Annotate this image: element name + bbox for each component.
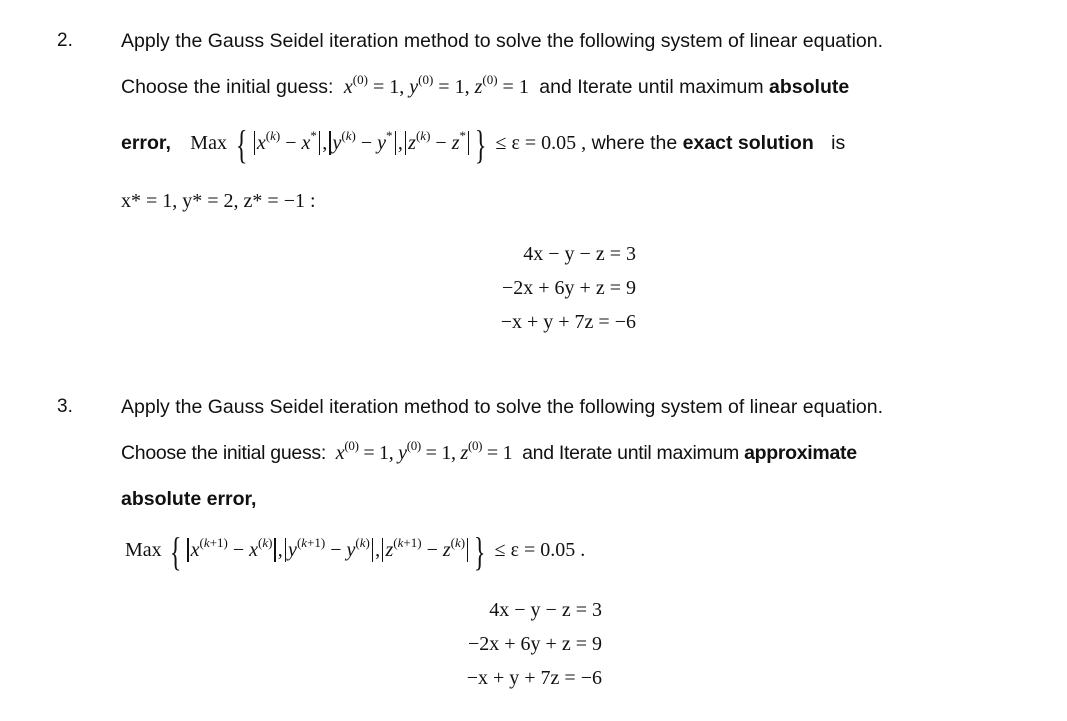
tolerance: ≤ ε = 0.05 , bbox=[495, 132, 587, 154]
equation-line: −2x + 6y + z = 9 bbox=[468, 633, 602, 655]
equation-system bbox=[436, 593, 602, 695]
problem-number: 2. bbox=[57, 30, 73, 51]
initial-guess-tail: and Iterate until maximum bbox=[539, 76, 764, 98]
problem-statement: Apply the Gauss Seidel iteration method to solve the following system of linear equation. bbox=[121, 30, 884, 52]
initial-guess-formula: $x^{(0)} = 1$, $y^{(0)} = 1$, $z^{(0)} = 1$ bbox=[335, 438, 517, 464]
equation-line: 4x − y − z = 3 bbox=[523, 243, 636, 265]
problem-statement: Apply the Gauss Seidel iteration method to solve the following system of linear equation. bbox=[121, 396, 884, 418]
equation-line: −x + y + 7z = −6 bbox=[466, 667, 602, 689]
initial-guess-lead: Choose the initial guess: bbox=[121, 442, 326, 464]
initial-guess-line bbox=[121, 438, 857, 465]
initial-guess-line bbox=[121, 72, 850, 99]
problem-number: 3. bbox=[57, 396, 73, 417]
stopping-criterion-line bbox=[121, 122, 846, 167]
initial-guess-tail: and Iterate until maximum bbox=[522, 442, 739, 464]
error-formula: { $x^{(k)} - x^*$ , $y^{(k)} - y^*$ , $z^{(k)} - z^*$ } bbox=[236, 122, 487, 167]
error-label: absolute error, bbox=[121, 488, 257, 510]
initial-guess-formula: $x^{(0)} = 1$, $y^{(0)} = 1$, $z^{(0)} = 1$ bbox=[343, 72, 534, 98]
is-text: is bbox=[831, 132, 846, 154]
exact-solution-values: x* = 1, y* = 2, z* = −1 : bbox=[121, 190, 316, 212]
where-text: where the bbox=[591, 132, 678, 154]
stopping-criterion-line bbox=[125, 529, 586, 574]
equation-system bbox=[470, 237, 636, 339]
equation-line: 4x − y − z = 3 bbox=[489, 599, 602, 621]
error-formula: { $x^{(k+1)} - x^{(k)}$ , $y^{(k+1)} - y^{(k)}$ , $z^{(k+1)} - z^{(k)}$ } bbox=[169, 529, 486, 574]
initial-guess-lead: Choose the initial guess: bbox=[121, 76, 334, 98]
max-operator: Max bbox=[125, 539, 162, 561]
error-label: error, bbox=[121, 132, 171, 154]
criterion-keyword: absolute bbox=[769, 76, 850, 98]
equation-line: −x + y + 7z = −6 bbox=[500, 311, 636, 333]
exact-solution-label: exact solution bbox=[682, 132, 814, 154]
criterion-keyword: approximate bbox=[744, 442, 857, 464]
max-operator: Max bbox=[190, 132, 227, 154]
tolerance: ≤ ε = 0.05 . bbox=[494, 539, 586, 561]
equation-line: −2x + 6y + z = 9 bbox=[502, 277, 636, 299]
